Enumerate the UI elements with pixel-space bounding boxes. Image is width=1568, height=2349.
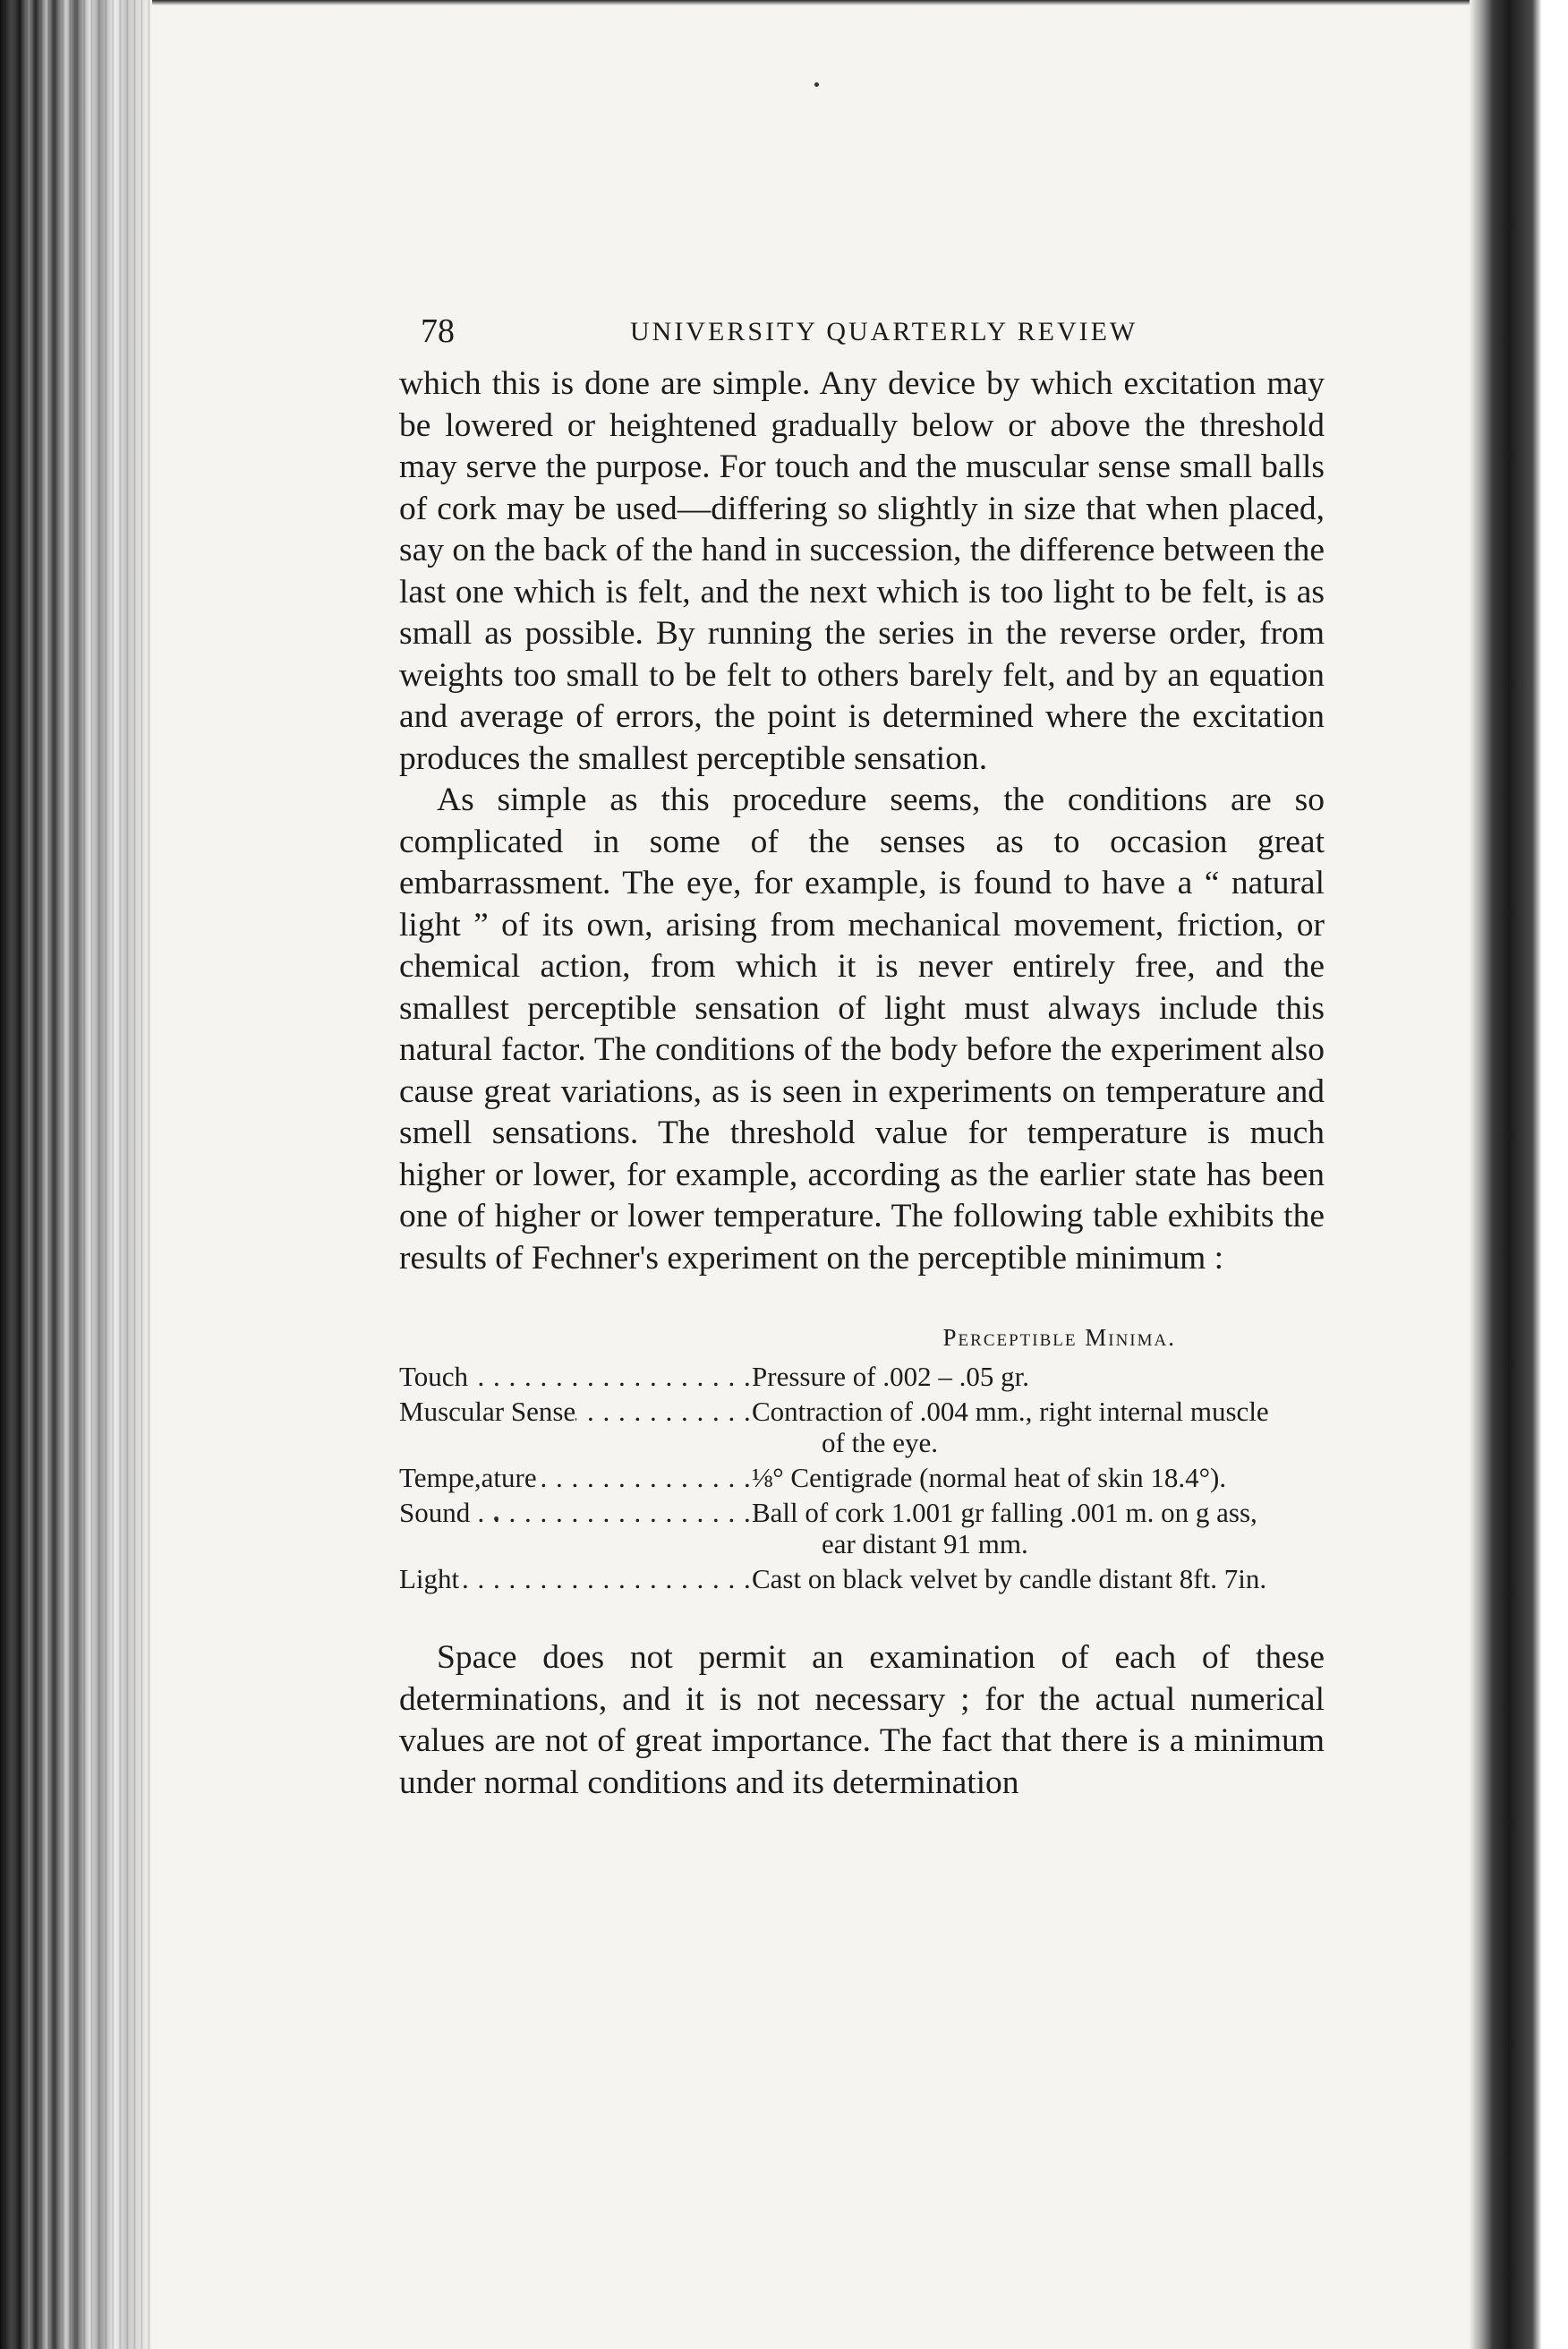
row-value-continuation: ear distant 91 mm. (822, 1528, 1028, 1559)
row-value (752, 1361, 1325, 1392)
row-label-text: Sound (399, 1497, 471, 1528)
row-value-text: Pressure of .002 – .05 gr. (752, 1361, 1029, 1392)
paragraph: Space does not permit an examination of each of these determinations, and it is not necessary ; for the actual numerical values are not of great importance. The fact that there is a minimum under normal conditions and its determination (399, 1639, 1325, 1801)
journal-title: UNIVERSITY QUARTERLY REVIEW (630, 317, 1138, 346)
row-value (752, 1396, 1325, 1458)
row-value (752, 1563, 1325, 1594)
row-label (399, 1563, 752, 1594)
table-row (399, 1563, 1325, 1594)
ink-speck (814, 82, 819, 87)
paragraph: As simple as this procedure seems, the conditions are so complicated in some of the senses as to occasion great embarrassment. The eye, for example, is found to have a “ natural light ” of its own, arising from mechanical movement, friction, or chemical action, from which it is never entirely free, and the smallest perceptible sensation of light must always include this natural factor. The conditions of the body before the experiment also cause great variations, as is seen in experiments on temperature and smell sensations. The threshold value for temperature is much higher or lower, for example, according as the earlier state has been one of higher or lower temperature. The following table exhibits the results of Fechner's experiment on the perceptible minimum : (399, 782, 1325, 1277)
table-row (399, 1497, 1325, 1559)
row-label (399, 1462, 752, 1493)
row-value (752, 1462, 1325, 1493)
row-label (399, 1396, 752, 1458)
row-label-text: Tempe,ature (399, 1462, 537, 1493)
row-label-text: Touch (399, 1361, 469, 1392)
body-text (399, 363, 1325, 1279)
row-value-text: Cast on black velvet by candle distant 8ft. 7in. (752, 1563, 1267, 1594)
closing-text (399, 1637, 1325, 1804)
top-scan-shadow (152, 0, 1470, 5)
page-stack-lines (0, 0, 152, 2349)
paragraph: which this is done are simple. Any device by which excitation may be lowered or heightened gradually below or above the threshold may serve the purpose. For touch and the muscular sense small balls of cork may be used—differing so slightly in size that when placed, say on the back of the hand in succession, the difference between the last one which is felt, and the next which is too light to be felt, is as small as possible. By running the series in the reverse order, from weights too small to be felt to others barely felt, and by an equation and average of errors, the point is determined where the excitation produces the smallest perceptible sensation. (399, 365, 1325, 777)
row-value-continuation: of the eye. (822, 1427, 938, 1458)
row-label-text: Muscular Sense (399, 1396, 576, 1427)
table-row (399, 1361, 1325, 1392)
row-value-text: Ball of cork 1.001 gr falling .001 m. on g ass, (752, 1497, 1257, 1528)
row-label-text: Light (399, 1563, 460, 1594)
page-number: 78 (421, 312, 455, 350)
right-margin-strip (1541, 0, 1568, 2349)
running-head (399, 304, 1325, 358)
row-label (399, 1497, 752, 1559)
row-value-text: ⅛° Centigrade (normal heat of skin 18.4°). (752, 1462, 1227, 1493)
table-caption: Perceptible Minima. (942, 1324, 1176, 1351)
table-row (399, 1462, 1325, 1493)
page-content (399, 304, 1325, 1804)
row-label (399, 1361, 752, 1392)
perceptible-minima-table (399, 1324, 1325, 1594)
table-row (399, 1396, 1325, 1458)
row-value-text: Contraction of .004 mm., right internal muscle (752, 1396, 1269, 1427)
row-value (752, 1497, 1325, 1559)
